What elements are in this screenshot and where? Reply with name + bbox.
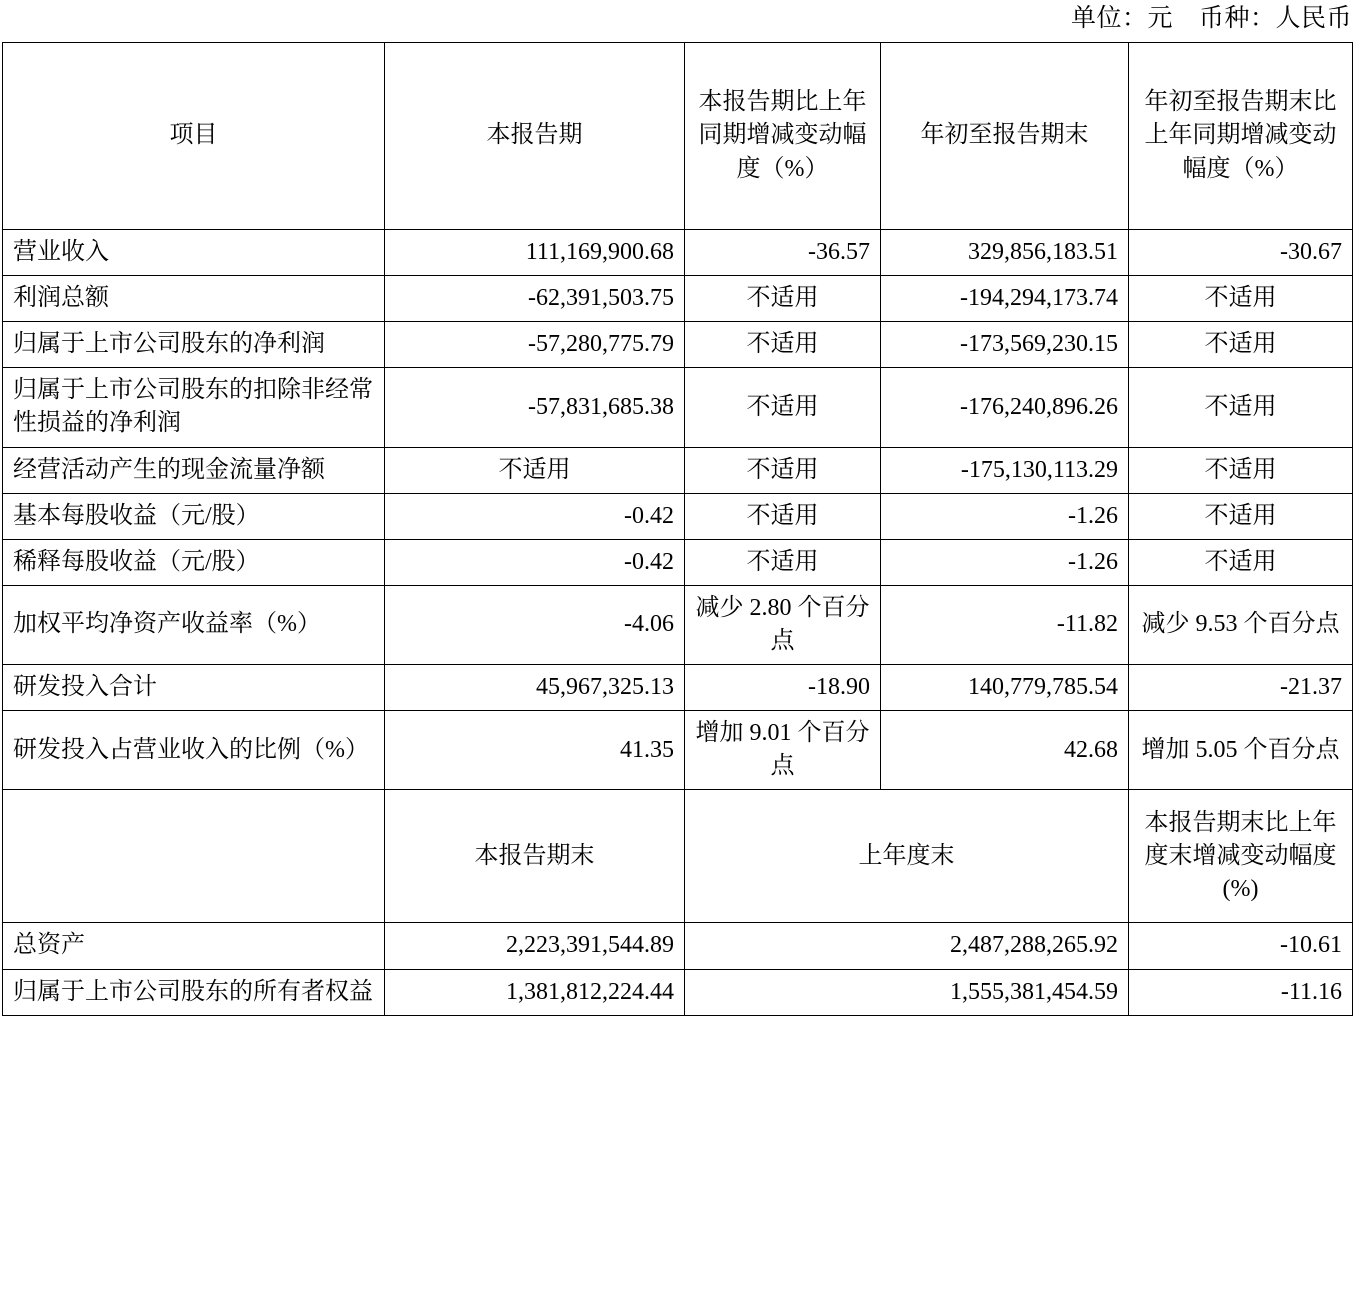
row-current-pct: 减少 2.80 个百分点 — [685, 585, 881, 664]
currency-label: 币种：人民币 — [1198, 5, 1352, 32]
row-current-pct: 不适用 — [685, 539, 881, 585]
row-ytd-value: -11.82 — [881, 585, 1129, 664]
row-current-pct: 不适用 — [685, 447, 881, 493]
row-current-value: -4.06 — [385, 585, 685, 664]
row-ytd-pct: 不适用 — [1129, 322, 1353, 368]
row-current-pct: 不适用 — [685, 322, 881, 368]
row-current-pct: 不适用 — [685, 368, 881, 447]
row-ytd-pct: 不适用 — [1129, 539, 1353, 585]
header-current-change: 本报告期比上年同期增减变动幅度（%） — [685, 43, 881, 230]
row-item-label: 总资产 — [3, 923, 385, 969]
balance-header-last-year-end: 上年度末 — [685, 790, 1129, 923]
table-row — [3, 585, 1353, 664]
row-ytd-pct: 减少 9.53 个百分点 — [1129, 585, 1353, 664]
balance-header-row — [3, 790, 1353, 923]
row-period-end-value: 1,381,812,224.44 — [385, 969, 685, 1015]
row-current-value: -57,831,685.38 — [385, 368, 685, 447]
row-item-label: 基本每股收益（元/股） — [3, 493, 385, 539]
row-item-label: 营业收入 — [3, 230, 385, 276]
row-ytd-pct: 不适用 — [1129, 493, 1353, 539]
table-row — [3, 923, 1353, 969]
row-item-label: 归属于上市公司股东的净利润 — [3, 322, 385, 368]
row-current-value: 111,169,900.68 — [385, 230, 685, 276]
row-change-pct: -11.16 — [1129, 969, 1353, 1015]
table-header-row — [3, 43, 1353, 230]
row-item-label: 稀释每股收益（元/股） — [3, 539, 385, 585]
row-item-label: 加权平均净资产收益率（%） — [3, 585, 385, 664]
table-row — [3, 322, 1353, 368]
row-current-pct: 不适用 — [685, 276, 881, 322]
row-current-pct: -36.57 — [685, 230, 881, 276]
table-row — [3, 276, 1353, 322]
row-ytd-value: 42.68 — [881, 711, 1129, 790]
row-item-label: 归属于上市公司股东的所有者权益 — [3, 969, 385, 1015]
row-ytd-value: -175,130,113.29 — [881, 447, 1129, 493]
table-row — [3, 447, 1353, 493]
unit-label: 单位：元 — [1070, 5, 1173, 32]
row-item-label: 经营活动产生的现金流量净额 — [3, 447, 385, 493]
row-ytd-pct: 不适用 — [1129, 368, 1353, 447]
row-ytd-value: 329,856,183.51 — [881, 230, 1129, 276]
table-row — [3, 493, 1353, 539]
row-ytd-value: -194,294,173.74 — [881, 276, 1129, 322]
row-ytd-value: -173,569,230.15 — [881, 322, 1129, 368]
row-last-year-end-value: 2,487,288,265.92 — [685, 923, 1129, 969]
row-ytd-value: 140,779,785.54 — [881, 665, 1129, 711]
table-row — [3, 969, 1353, 1015]
row-ytd-pct: -21.37 — [1129, 665, 1353, 711]
row-item-label: 利润总额 — [3, 276, 385, 322]
header-item: 项目 — [3, 43, 385, 230]
row-current-value: -0.42 — [385, 493, 685, 539]
table-row — [3, 665, 1353, 711]
table-row — [3, 711, 1353, 790]
row-item-label: 研发投入合计 — [3, 665, 385, 711]
row-ytd-value: -1.26 — [881, 539, 1129, 585]
row-last-year-end-value: 1,555,381,454.59 — [685, 969, 1129, 1015]
financial-indicators-table — [2, 42, 1353, 1016]
row-current-value: 不适用 — [385, 447, 685, 493]
header-ytd: 年初至报告期末 — [881, 43, 1129, 230]
row-current-pct: 增加 9.01 个百分点 — [685, 711, 881, 790]
row-current-value: -62,391,503.75 — [385, 276, 685, 322]
row-ytd-value: -176,240,896.26 — [881, 368, 1129, 447]
row-current-pct: 不适用 — [685, 493, 881, 539]
row-ytd-pct: 增加 5.05 个百分点 — [1129, 711, 1353, 790]
balance-header-change-pct: 本报告期末比上年度末增减变动幅度(%) — [1129, 790, 1353, 923]
row-ytd-value: -1.26 — [881, 493, 1129, 539]
row-current-value: -57,280,775.79 — [385, 322, 685, 368]
row-current-value: 45,967,325.13 — [385, 665, 685, 711]
row-current-pct: -18.90 — [685, 665, 881, 711]
row-ytd-pct: 不适用 — [1129, 447, 1353, 493]
row-item-label: 研发投入占营业收入的比例（%） — [3, 711, 385, 790]
row-current-value: 41.35 — [385, 711, 685, 790]
row-change-pct: -10.61 — [1129, 923, 1353, 969]
table-row — [3, 368, 1353, 447]
row-period-end-value: 2,223,391,544.89 — [385, 923, 685, 969]
table-row — [3, 539, 1353, 585]
balance-header-blank — [3, 790, 385, 923]
row-item-label: 归属于上市公司股东的扣除非经常性损益的净利润 — [3, 368, 385, 447]
header-current-period: 本报告期 — [385, 43, 685, 230]
table-row — [3, 230, 1353, 276]
row-ytd-pct: 不适用 — [1129, 276, 1353, 322]
row-current-value: -0.42 — [385, 539, 685, 585]
balance-header-period-end: 本报告期末 — [385, 790, 685, 923]
unit-currency-note — [0, 0, 1358, 42]
row-ytd-pct: -30.67 — [1129, 230, 1353, 276]
header-ytd-change: 年初至报告期末比上年同期增减变动幅度（%） — [1129, 43, 1353, 230]
